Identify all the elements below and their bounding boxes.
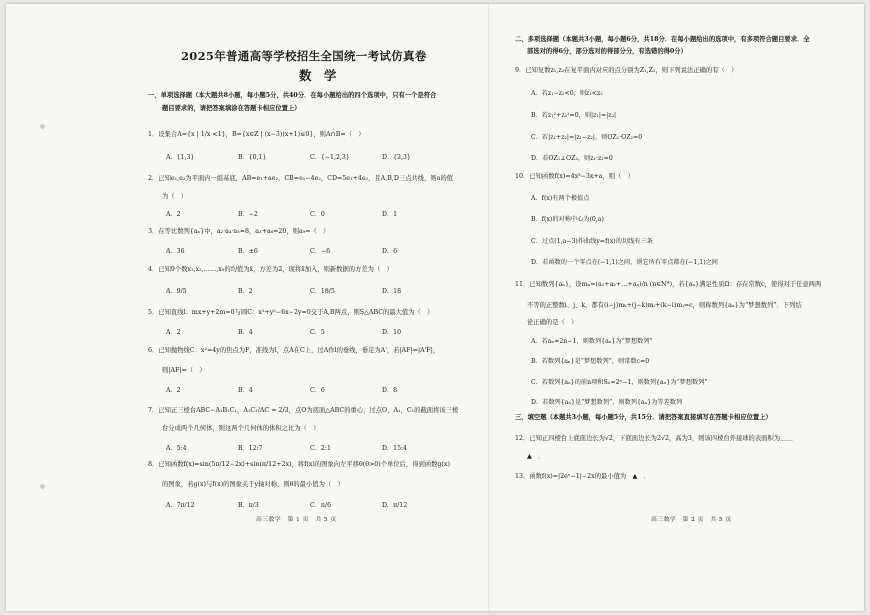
section-2-header-line-2: 部选对的得6分，部分选对的得部分分，有选错的得0分） <box>527 48 687 55</box>
question-10-stem: 10．已知函数f(x)=4x³−3x+a，则（ ） <box>515 173 634 180</box>
question-3-option-b: B．±6 <box>238 248 258 255</box>
question-4-option-d: D．18 <box>382 288 402 295</box>
question-12-stem-cont: ▲ ． <box>527 453 545 460</box>
question-6-option-c: C．6 <box>310 387 325 394</box>
question-9-option-a: A．若z₁−z₂<0，则z₁<z₂ <box>531 90 603 97</box>
question-12-stem: 12．已知正四棱台上底面边长为√2，下底面边长为2√2，高为3，则该四棱台外接球的表面积为＿＿ <box>515 435 793 442</box>
binding-hole <box>40 124 45 129</box>
question-4-option-a: A．9/5 <box>166 288 187 295</box>
question-13-stem: 13．函数f(x)=|2eˣ−1|−2x的最小值为 ▲ ． <box>515 473 650 480</box>
page-1-footer: 高三数学 第 1 页 共 5 页 <box>256 517 337 523</box>
question-6-option-d: D．8 <box>382 387 398 394</box>
question-10-option-c: C．过点(1,a−3)作曲线y=f(x)的切线有三条 <box>531 238 653 245</box>
question-9-option-c: C．若|z₁+z₂|=|z₁−z₂|，则OZ₁·OZ₂=0 <box>531 134 643 141</box>
question-8-options <box>166 500 446 510</box>
question-7-stem-cont: 台分成两个几何体，则这两个几何体的体积之比为（ ） <box>162 425 320 432</box>
question-3-option-d: D．6 <box>382 248 398 255</box>
question-11-option-d: D．若数列{aₙ}是“梦想数列”，则数列{aₙ}为等差数列 <box>531 399 683 406</box>
question-3-option-a: A．36 <box>166 248 185 255</box>
question-2-option-d: D．1 <box>382 211 398 218</box>
question-11-option-c: C．若数列{aₙ}的前n项和Sₙ=2ⁿ−1，则数列{aₙ}为“梦想数列” <box>531 379 708 386</box>
question-2-options <box>166 209 446 219</box>
page-1 <box>136 4 476 611</box>
question-1-option-a: A．{1,3} <box>166 154 195 161</box>
question-1-option-d: D．{2,3} <box>382 154 411 161</box>
question-3-option-c: C．−6 <box>310 248 331 255</box>
question-9-stem: 9．已知复数z₁,z₂在复平面内对应的点分别为Z₁,Z₂，则下列说法正确的有（ ） <box>515 67 738 74</box>
question-11-option-b: B．若数列{aₙ}是“梦想数列”，则常数c=0 <box>531 358 650 365</box>
fold-line <box>488 4 489 611</box>
section-1-header-line-1: 一、单项选择题（本大题共8小题，每小题5分，共40分．在每小题给出的四个选项中，只有一个是符合 <box>148 92 437 99</box>
question-10-option-d: D．若函数的一个零点在(−1,1)之间，则它所有零点都在(−1,1)之间 <box>531 259 718 266</box>
question-11-stem-cont: 不等的正整数i、j、k，都有(i−j)mₖ+(j−k)mᵢ+(k−i)mⱼ=c，则称数列{aₙ}为“梦想数列”．下列结 <box>527 302 802 309</box>
question-8-option-c: C．π/6 <box>310 502 332 509</box>
question-7-option-c: C．2:1 <box>310 445 331 452</box>
question-11-option-a: A．若aₙ=2n−1，则数列{aₙ}为“梦想数列” <box>531 338 653 345</box>
exam-sheet <box>6 4 864 611</box>
question-2-option-a: A．2 <box>166 211 181 218</box>
question-4-options <box>166 286 446 296</box>
question-6-stem: 6．已知抛物线C：x²=4y的焦点为F，准线为l，点A在C上，过A作l的垂线，垂足为A'，若|AF|=|A'F|， <box>148 347 440 354</box>
question-8-option-a: A．7π/12 <box>166 502 195 509</box>
exam-subject: 数 学 <box>299 68 341 83</box>
question-6-option-b: B．4 <box>238 387 253 394</box>
question-2-stem: 2．已知e₁,e₂为平面内一组基底，AB=e₁+ae₂，CB=e₁−4e₂，CD=5e₁+4e₂，且A,B,D三点共线，则a的值 <box>148 175 454 182</box>
question-5-option-d: D．10 <box>382 329 402 336</box>
question-6-options <box>166 385 446 395</box>
question-7-stem: 7．已知正三棱台ABC−A₁B₁C₁，A₁C₁/AC = 2/3，点O为底面△ABC的重心，过点O，A₁，C₁的截面将该三棱 <box>148 407 459 414</box>
question-5-option-b: B．4 <box>238 329 253 336</box>
question-1-option-c: C．{−1,2,3} <box>310 154 350 161</box>
question-8-stem: 8．已知函数f(x)=sin(5π/12−2x)+sin(π/12+2x)，将f(x)的图象向左平移θ(θ>0)个单位后，得到函数g(x) <box>148 461 450 468</box>
question-3-options <box>166 246 446 256</box>
question-3-stem: 3．在等比数列{aₙ}中，a₂·a₄·a₅=8，a₃+a₆=20，则a₉=（ ） <box>148 228 330 235</box>
question-9-option-d: D．若OZ₁⊥OZ₂，则z₁·z₂=0 <box>531 155 613 162</box>
page-2 <box>511 4 856 611</box>
question-1-options <box>166 152 446 162</box>
question-4-option-b: B．2 <box>238 288 253 295</box>
question-10-option-a: A．f(x)有两个极值点 <box>531 195 590 202</box>
exam-title: 2025年普通高等学校招生全国统一考试仿真卷 <box>181 49 427 63</box>
page-2-footer: 高三数学 第 2 页 共 5 页 <box>651 517 732 523</box>
question-1-option-b: B．{0,1} <box>238 154 267 161</box>
question-8-option-d: D．π/12 <box>382 502 408 509</box>
question-2-option-c: C．0 <box>310 211 325 218</box>
question-11-stem: 11．已知数列{aₙ}，设mₙ=(a₁+a₂+…+aₙ)/n (n∈N*)，若{aₙ}满足性质Ω：存在常数c，使得对于任意两两 <box>515 281 822 288</box>
section-2-header-line-1: 二、多项选择题（本题共3小题，每小题6分，共18分．在每小题给出的选项中，有多项符合题目要求．全 <box>515 36 810 43</box>
binding-hole <box>40 484 45 489</box>
question-6-option-a: A．2 <box>166 387 181 394</box>
section-3-header: 三、填空题（本题共3小题，每小题5分，共15分．请把答案直接填写在答题卡相应位置上） <box>515 414 772 421</box>
section-1-header-line-2: 题目要求的，请把答案填涂在答题卡相应位置上） <box>162 105 301 112</box>
question-5-stem: 5．已知直线l：mx+y+2m=0与圆C：x²+y²−6x−2y=0交于A,B两点，则S△ABC的最大值为（ ） <box>148 309 434 316</box>
question-5-options <box>166 327 446 337</box>
question-7-option-d: D．15:4 <box>382 445 408 452</box>
question-4-option-c: C．18/5 <box>310 288 335 295</box>
question-6-stem-cont: 则|AF|=（ ） <box>162 367 206 374</box>
question-7-option-b: B．12:7 <box>238 445 263 452</box>
question-8-stem-cont: 的图象，若g(x)与f(x)的图象关于y轴对称，则θ的最小值为（ ） <box>162 481 344 488</box>
question-7-option-a: A．5:4 <box>166 445 187 452</box>
question-1-stem: 1．设集合A={x | 1/x <1}，B={x∈Z | (x−3)(x+1)≤0}，则A∩B=（ ） <box>148 131 365 138</box>
question-2-stem-cont: 为（ ） <box>162 193 188 200</box>
question-7-options <box>166 443 446 453</box>
question-9-option-b: B．若z₁²+z₂²=0，则|z₁|=|z₂| <box>531 112 617 119</box>
question-10-option-b: B．f(x)的对称中心为(0,a) <box>531 216 604 223</box>
question-4-stem: 4．已知9个数x₁,x₂,……,x₉的均值为x̄，方差为2，现将x̄加入，则新数据的方差为（ ） <box>148 266 393 273</box>
question-5-option-c: C．5 <box>310 329 325 336</box>
question-11-stem-cont-2: 论正确的是（ ） <box>527 319 578 326</box>
question-8-option-b: B．π/3 <box>238 502 259 509</box>
question-5-option-a: A．2 <box>166 329 181 336</box>
question-2-option-b: B．−2 <box>238 211 258 218</box>
